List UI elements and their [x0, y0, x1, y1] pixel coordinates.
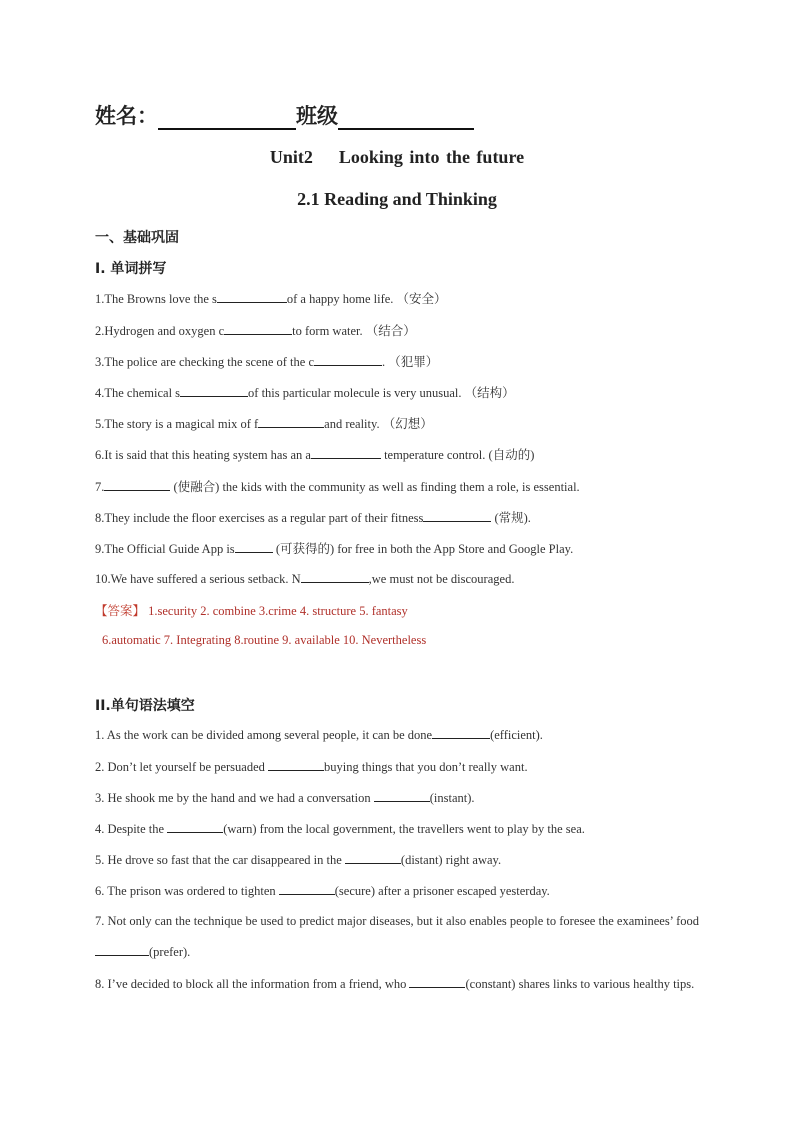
answer-key-line-2: 6.automatic 7. Integrating 8.routine 9. available 10. Nevertheless: [102, 633, 427, 647]
spelling-item-8: 8.They include the floor exercises as a regular part of their fitness (常规).: [95, 511, 531, 525]
answer-blank[interactable]: [95, 943, 149, 956]
spelling-item-9: 9.The Official Guide App is (可获得的) for free in both the App Store and Google Play.: [95, 542, 574, 556]
answer-blank[interactable]: [311, 446, 381, 459]
grammar-item-5: 5. He drove so fast that the car disappeared in the (distant) right away.: [95, 853, 502, 867]
spelling-item-6: 6.It is said that this heating system has an a temperature control. (自动的): [95, 448, 535, 462]
answer-blank[interactable]: [432, 726, 490, 739]
spelling-item-10: 10.We have suffered a serious setback. N ,we must not be discouraged.: [95, 572, 515, 586]
name-label: 姓名：: [95, 104, 158, 128]
grammar-item-3: 3. He shook me by the hand and we had a conversation (instant).: [95, 791, 475, 805]
grammar-item-8: 8. I’ve decided to block all the information from a friend, who (constant) shares links to various healthy tips.: [95, 977, 695, 991]
answer-blank[interactable]: [167, 820, 223, 833]
student-info-line: [95, 100, 474, 130]
answer-blank[interactable]: [180, 384, 248, 397]
answer-blank[interactable]: [235, 540, 273, 553]
answer-blank[interactable]: [217, 290, 287, 303]
answer-blank[interactable]: [258, 415, 324, 428]
spelling-item-7: 7. (使融合) the kids with the community as well as finding them a role, is essential.: [95, 480, 580, 494]
class-label: 班级: [296, 104, 338, 128]
answer-blank[interactable]: [224, 322, 292, 335]
grammar-item-1: 1. As the work can be divided among several people, it can be done (efficient).: [95, 728, 543, 742]
part-heading-spelling: I. 单词拼写: [95, 261, 167, 277]
grammar-item-6: 6. The prison was ordered to tighten (secure) after a prisoner escaped yesterday.: [95, 884, 550, 898]
spelling-item-5: 5.The story is a magical mix of f and reality. （幻想）: [95, 417, 433, 431]
answer-key-line-1: 【答案】 1.security 2. combine 3.crime 4. structure 5. fantasy: [95, 604, 408, 618]
spelling-item-1: 1.The Browns love the s of a happy home life. （安全）: [95, 292, 447, 306]
grammar-item-7: 7. Not only can the technique be used to predict major diseases, but it also enables people to foresee the examinees’ food(prefer).: [95, 914, 699, 959]
answer-blank[interactable]: [104, 478, 170, 491]
unit-topic: Looking into the future: [338, 147, 525, 167]
grammar-item-4: 4. Despite the (warn) from the local government, the travellers went to play by the sea.: [95, 822, 585, 836]
answer-blank[interactable]: [409, 975, 465, 988]
answer-blank[interactable]: [423, 509, 491, 522]
lesson-title: 2.1 Reading and Thinking: [297, 189, 497, 209]
answer-blank[interactable]: [345, 851, 401, 864]
unit-title: [0, 147, 794, 168]
answer-blank[interactable]: [279, 882, 335, 895]
answer-tag: 【答案】: [95, 604, 146, 618]
section-heading-grammar: II.单句语法填空: [95, 698, 195, 714]
spelling-item-3: 3.The police are checking the scene of the c . （犯罪）: [95, 355, 439, 369]
spelling-item-2: 2.Hydrogen and oxygen c to form water. （结合）: [95, 324, 416, 338]
answer-blank[interactable]: [314, 353, 382, 366]
answer-blank[interactable]: [374, 789, 430, 802]
spelling-item-4: 4.The chemical s of this particular molecule is very unusual. （结构）: [95, 386, 515, 400]
grammar-item-2: 2. Don’t let yourself be persuaded buying things that you don’t really want.: [95, 760, 528, 774]
class-blank[interactable]: [338, 106, 474, 130]
unit-number: Unit2: [269, 147, 313, 167]
answer-blank[interactable]: [268, 758, 324, 771]
answer-blank[interactable]: [301, 570, 369, 583]
name-blank[interactable]: [158, 106, 296, 130]
section-heading-basics: 一、基础巩固: [95, 230, 179, 246]
